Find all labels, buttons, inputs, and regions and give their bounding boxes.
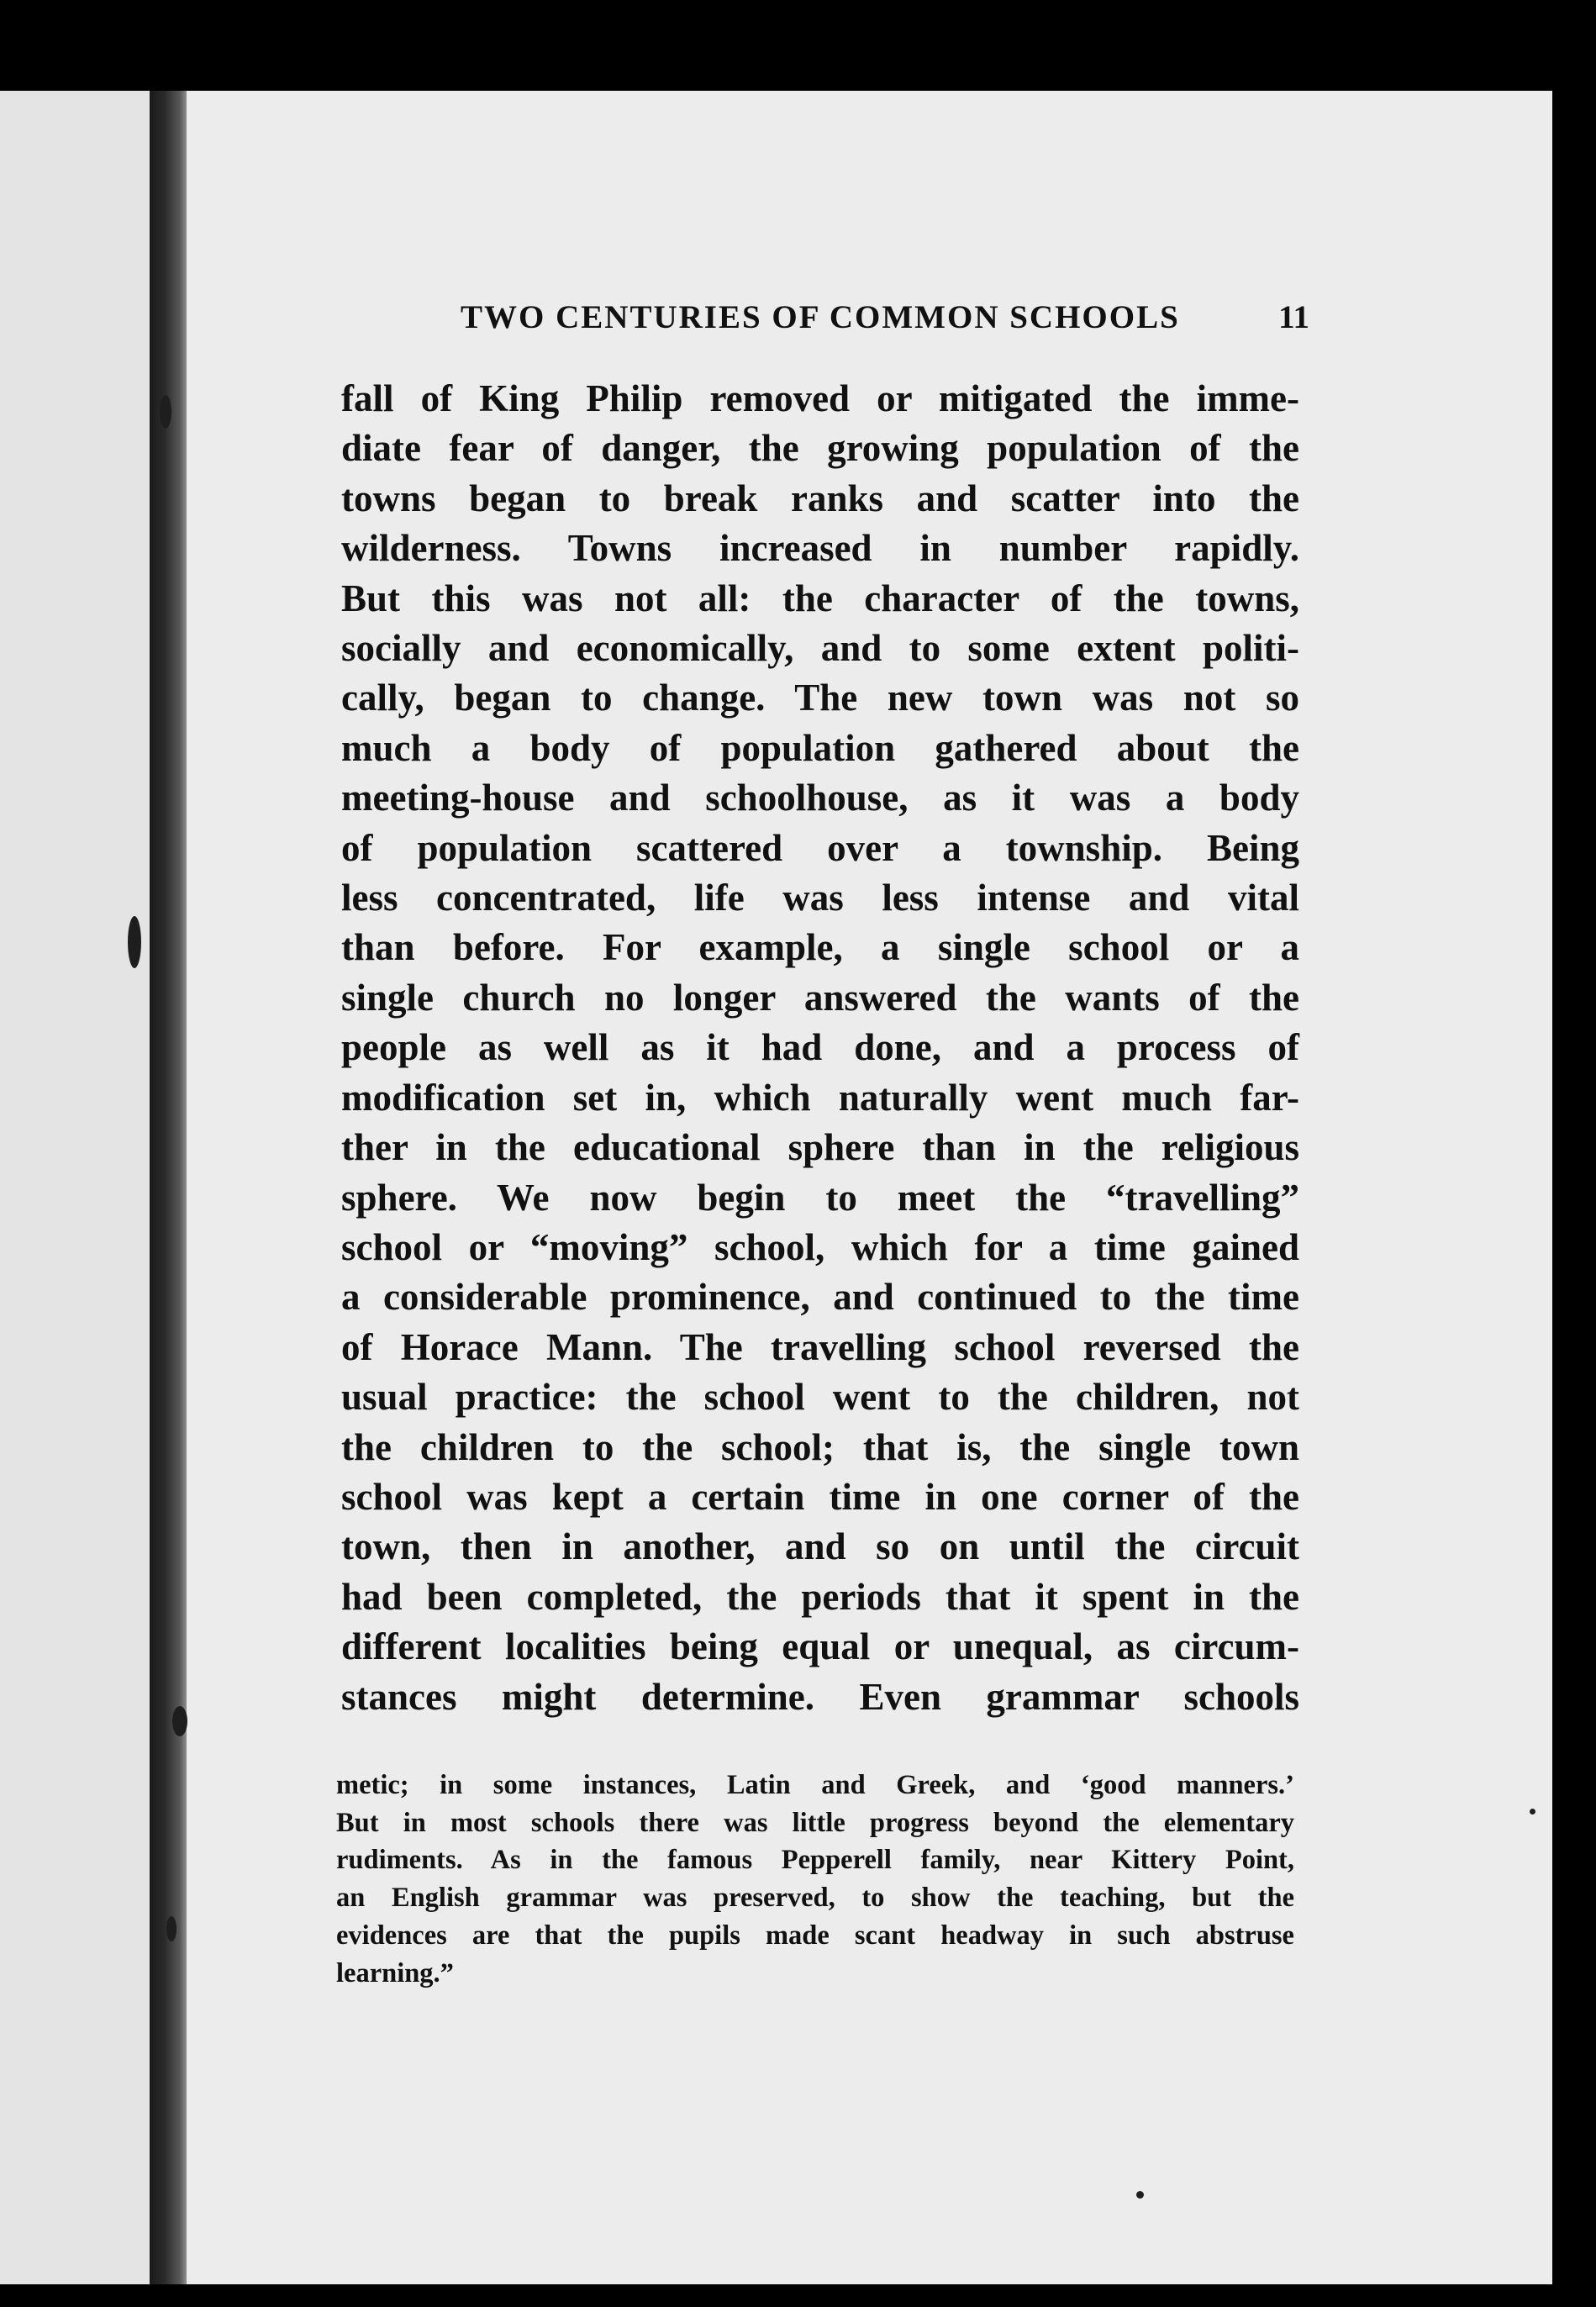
body-line: cally, began to change. The new town was not so (341, 677, 1299, 719)
gutter-speck (128, 916, 141, 968)
body-line: meeting-house and schoolhouse, as it was a body (341, 777, 1299, 819)
page-number: 11 (1278, 299, 1309, 335)
gutter-speck (166, 1916, 176, 1941)
body-line: school or “moving” school, which for a time gained (341, 1225, 1299, 1268)
body-line: modification set in, which naturally went much far- (341, 1076, 1299, 1119)
body-line: had been completed, the periods that it spent in the (341, 1575, 1299, 1618)
body-line: single church no longer answered the wants of the (341, 976, 1299, 1019)
body-line: But this was not all: the character of the towns, (341, 577, 1299, 619)
body-line: less concentrated, life was less intense and vital (341, 877, 1299, 919)
body-line: people as well as it had done, and a process of (341, 1026, 1299, 1069)
body-paragraph (341, 374, 1299, 1722)
body-line: than before. For example, a single school or a (341, 926, 1299, 969)
left-page-edge (0, 91, 155, 2284)
body-line: socially and economically, and to some extent politi- (341, 627, 1299, 670)
body-line: school was kept a certain time in one corner of the (341, 1475, 1299, 1518)
body-line: ther in the educational sphere than in the religious (341, 1126, 1299, 1169)
page-header (461, 298, 1309, 349)
footnote-line: But in most schools there was little progress beyond the elementary (336, 1807, 1294, 1838)
footnote-line: an English grammar was preserved, to show the teaching, but the (336, 1883, 1294, 1914)
footnote-line: learning.” (336, 1957, 454, 1988)
body-line: different localities being equal or unequal, as circum- (341, 1625, 1299, 1668)
body-line: stances might determine. Even grammar schools (341, 1675, 1299, 1718)
page-speck (1136, 2191, 1144, 2199)
footnote-line: rudiments. As in the famous Pepperell family, near Kittery Point, (336, 1845, 1294, 1876)
body-line: of population scattered over a township. Being (341, 826, 1299, 869)
body-line: town, then in another, and so on until the circuit (341, 1525, 1299, 1568)
body-line: wilderness. Towns increased in number rapidly. (341, 527, 1299, 570)
gutter-speck (172, 1706, 187, 1736)
body-line: a considerable prominence, and continued to the time (341, 1276, 1299, 1319)
gutter-speck (160, 395, 171, 429)
body-line: much a body of population gathered about the (341, 726, 1299, 769)
body-line: sphere. We now begin to meet the “travelling” (341, 1176, 1299, 1219)
footnote-line: evidences are that the pupils made scant headway in such abstruse (336, 1920, 1294, 1951)
page-speck (1530, 1809, 1535, 1815)
body-line: towns began to break ranks and scatter into the (341, 477, 1299, 519)
body-line: of Horace Mann. The travelling school reversed the (341, 1325, 1299, 1368)
body-line: fall of King Philip removed or mitigated the imme- (341, 377, 1299, 419)
running-head: TWO CENTURIES OF COMMON SCHOOLS (461, 299, 1180, 335)
footnote-line: metic; in some instances, Latin and Greek, and ‘good manners.’ (336, 1770, 1294, 1800)
body-line: usual practice: the school went to the children, not (341, 1376, 1299, 1419)
body-line: the children to the school; that is, the single town (341, 1425, 1299, 1468)
body-line: diate fear of danger, the growing population of the (341, 427, 1299, 470)
footnote (336, 1767, 1294, 1992)
